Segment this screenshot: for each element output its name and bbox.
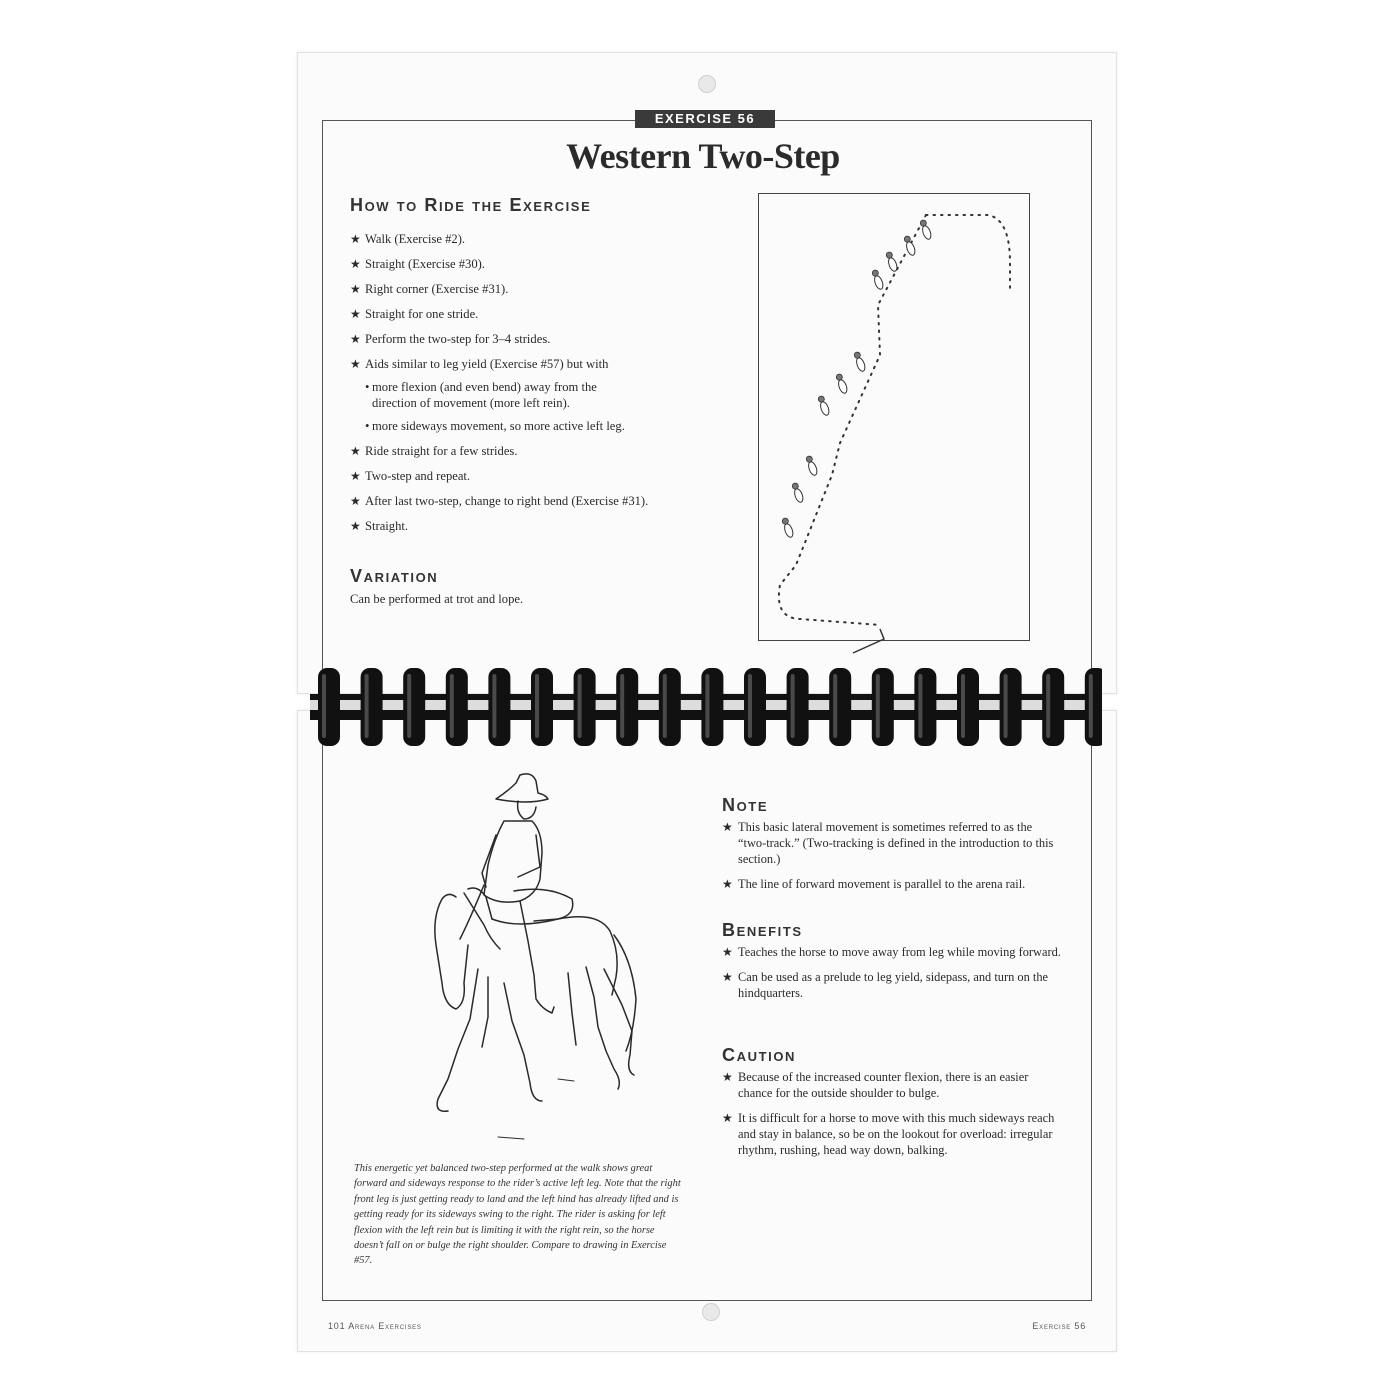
illustration-caption: This energetic yet balanced two-step performed at the walk shows great forward and sideways response to the rider’s active left leg. Note that the right front leg is just getting ready to land and the left hind has already lifted and is getting ready for its sideways swing to the right. The rider is asking for left flexion with the left rein but is limiting it with the right rein, so the horse doesn’t fall on or bulge the right shoulder. Compare to drawing in Exercise #57. <box>354 1163 681 1267</box>
sub-step-item: • more sideways movement, so more active left leg. <box>350 418 730 434</box>
binding-ring-highlight <box>833 674 837 738</box>
horse-marker-icon <box>835 373 849 394</box>
binding-ring-highlight <box>663 674 667 738</box>
binding-ring <box>914 668 936 746</box>
step-item: ★ Aids similar to leg yield (Exercise #57) but with <box>350 356 730 372</box>
horse-marker-icon <box>853 351 867 372</box>
binding-ring <box>872 668 894 746</box>
binding-ring-highlight <box>578 674 582 738</box>
bottom-page <box>297 710 1117 1352</box>
note-heading: Note <box>722 795 769 815</box>
binding-ring-highlight <box>365 674 369 738</box>
binding-ring <box>318 668 340 746</box>
benefits-item: ★ Can be used as a prelude to leg yield, sidepass, and turn on the hindquarters. <box>722 969 1062 1001</box>
binding-ring <box>574 668 596 746</box>
step-item: ★ Straight for one stride. <box>350 306 730 322</box>
horse-rider-illustration <box>408 769 648 1149</box>
horse-marker-icon <box>885 251 899 272</box>
footer-book-title: 101 Arena Exercises <box>328 1321 422 1331</box>
steps-list <box>350 231 730 543</box>
exercise-tab: EXERCISE 56 <box>635 110 775 128</box>
binding-ring <box>957 668 979 746</box>
binding-ring-highlight <box>450 674 454 738</box>
benefits-item: ★ Teaches the horse to move away from leg while moving forward. <box>722 944 1062 960</box>
horse-marker-icon <box>805 455 819 476</box>
horse-marker-icon <box>903 235 917 256</box>
step-item: ★ Straight. <box>350 518 730 534</box>
binding-ring <box>531 668 553 746</box>
horse-marker-icon <box>791 482 805 503</box>
binding-ring <box>829 668 851 746</box>
horse-marker-icon <box>919 219 933 240</box>
binding-ring <box>659 668 681 746</box>
step-item: ★ Ride straight for a few strides. <box>350 443 730 459</box>
binding-ring <box>787 668 809 746</box>
binding-ring-highlight <box>876 674 880 738</box>
benefits-list <box>722 944 1062 1010</box>
caution-item: ★ Because of the increased counter flexion, there is an easier chance for the outside shoulder to bulge. <box>722 1069 1062 1101</box>
benefits-heading: Benefits <box>722 920 803 940</box>
binding-ring-highlight <box>620 674 624 738</box>
binding-ring <box>744 668 766 746</box>
step-item: ★ Straight (Exercise #30). <box>350 256 730 272</box>
binding-ring <box>361 668 383 746</box>
footer-exercise: Exercise 56 <box>1032 1321 1086 1331</box>
step-item: ★ Walk (Exercise #2). <box>350 231 730 247</box>
step-item: ★ Two-step and repeat. <box>350 468 730 484</box>
step-item: ★ Right corner (Exercise #31). <box>350 281 730 297</box>
top-page <box>297 52 1117 694</box>
horse-marker-icon <box>871 269 885 290</box>
binding-ring <box>488 668 510 746</box>
binding-ring-highlight <box>705 674 709 738</box>
binding-ring-highlight <box>961 674 965 738</box>
binding-ring-highlight <box>1089 674 1093 738</box>
sub-step-item: • more flexion (and even bend) away from the direction of movement (more left rein). <box>350 379 730 411</box>
binding-ring-highlight <box>322 674 326 738</box>
note-list <box>722 819 1062 901</box>
page-title: Western Two-Step <box>566 136 840 176</box>
punch-hole-icon <box>698 75 716 93</box>
binding-ring <box>616 668 638 746</box>
binding-ring-highlight <box>407 674 411 738</box>
binding-ring <box>1000 668 1022 746</box>
punch-hole-icon <box>702 1303 720 1321</box>
step-item: ★ Perform the two-step for 3–4 strides. <box>350 331 730 347</box>
horse-markers <box>781 219 933 538</box>
binding-ring-highlight <box>1046 674 1050 738</box>
binding-ring <box>1085 668 1102 746</box>
horse-marker-icon <box>781 517 795 538</box>
step-item: ★ After last two-step, change to right bend (Exercise #31). <box>350 493 730 509</box>
binding-comb-icon <box>310 664 1102 750</box>
binding-ring <box>1042 668 1064 746</box>
caution-item: ★ It is difficult for a horse to move with this much sideways reach and stay in balance, so be on the lookout for overload: irregular rhythm, rushing, head way down, balking. <box>722 1110 1062 1158</box>
variation-heading: Variation <box>350 566 439 586</box>
binding-ring-highlight <box>1004 674 1008 738</box>
binding-ring <box>446 668 468 746</box>
caution-list <box>722 1069 1062 1167</box>
binding-ring-highlight <box>535 674 539 738</box>
note-item: ★ The line of forward movement is parallel to the arena rail. <box>722 876 1062 892</box>
binding-ring <box>701 668 723 746</box>
binding-ring-highlight <box>791 674 795 738</box>
variation-text: Can be performed at trot and lope. <box>350 592 524 606</box>
caution-heading: Caution <box>722 1045 797 1065</box>
arena-diagram <box>758 193 1030 641</box>
binding-ring-highlight <box>748 674 752 738</box>
horse-marker-icon <box>817 395 831 416</box>
binding-ring-highlight <box>918 674 922 738</box>
binding-ring-highlight <box>492 674 496 738</box>
note-item: ★ This basic lateral movement is sometimes referred to as the “two-track.” (Two-tracking is defined in the introduction to this section.) <box>722 819 1062 867</box>
binding-ring <box>403 668 425 746</box>
how-to-heading: How to Ride the Exercise <box>350 195 592 215</box>
